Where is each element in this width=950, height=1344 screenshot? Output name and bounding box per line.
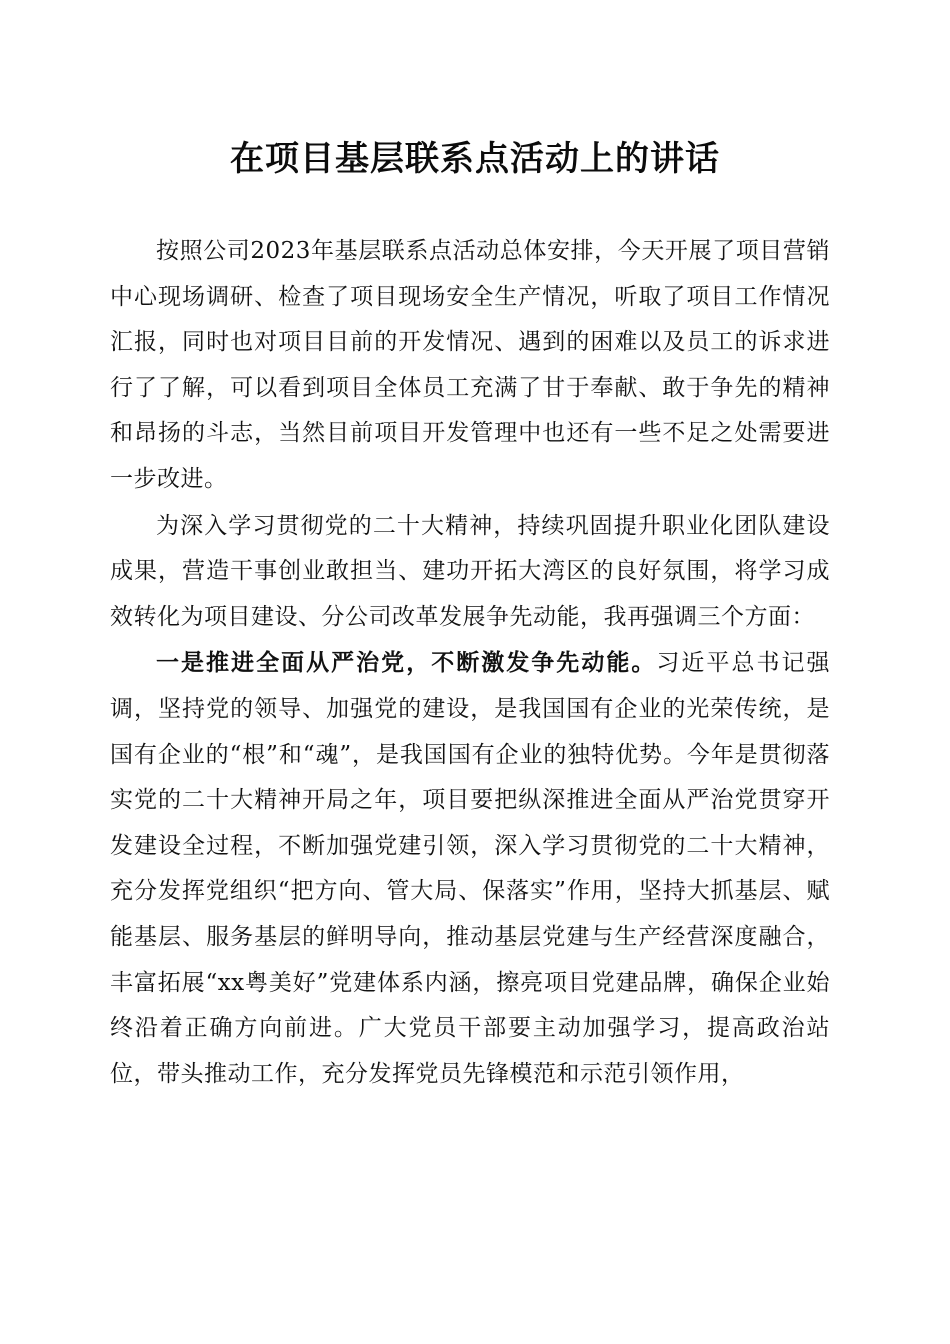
paragraph-point-one bbox=[110, 640, 830, 1097]
document-body bbox=[110, 228, 830, 1097]
paragraph-lead-heading: 一是推进全面从严治党，不断激发争先动能。 bbox=[156, 649, 657, 677]
paragraph-text: 习近平总书记强调，坚持党的领导、加强党的建设，是我国国有企业的光荣传统，是国有企业的“根”和“魂”，是我国国有企业的独特优势。今年是贯彻落实党的二十大精神开局之年，项目要把纵深推进全面从严治党贯穿开发建设全过程，不断加强党建引领，深入学习贯彻党的二十大精神，充分发挥党组织“把方向、管大局、保落实”作用，坚持大抓基层、赋能基层、服务基层的鲜明导向，推动基层党建与生产经营深度融合，丰富拓展“xx粤美好”党建体系内涵，擦亮项目党建品牌，确保企业始终沿着正确方向前进。广大党员干部要主动加强学习，提高政治站位，带头推动工作，充分发挥党员先锋模范和示范引领作用， bbox=[110, 650, 831, 1087]
paragraph-purpose bbox=[110, 503, 830, 641]
paragraph-intro bbox=[110, 228, 830, 503]
paragraph-text: 按照公司2023年基层联系点活动总体安排，今天开展了项目营销中心现场调研、检查了项目现场安全生产情况，听取了项目工作情况汇报，同时也对项目目前的开发情况、遇到的困难以及员工的诉求进行了了解，可以看到项目全体员工充满了甘于奉献、敢于争先的精神和昂扬的斗志，当然目前项目开发管理中也还有一些不足之处需要进一步改进。 bbox=[110, 238, 830, 492]
document-title: 在项目基层联系点活动上的讲话 bbox=[230, 139, 720, 179]
paragraph-text: 为深入学习贯彻党的二十大精神，持续巩固提升职业化团队建设成果，营造干事创业敢担当、建功开拓大湾区的良好氛围，将学习成效转化为项目建设、分公司改革发展争先动能，我再强调三个方面： bbox=[110, 512, 830, 630]
